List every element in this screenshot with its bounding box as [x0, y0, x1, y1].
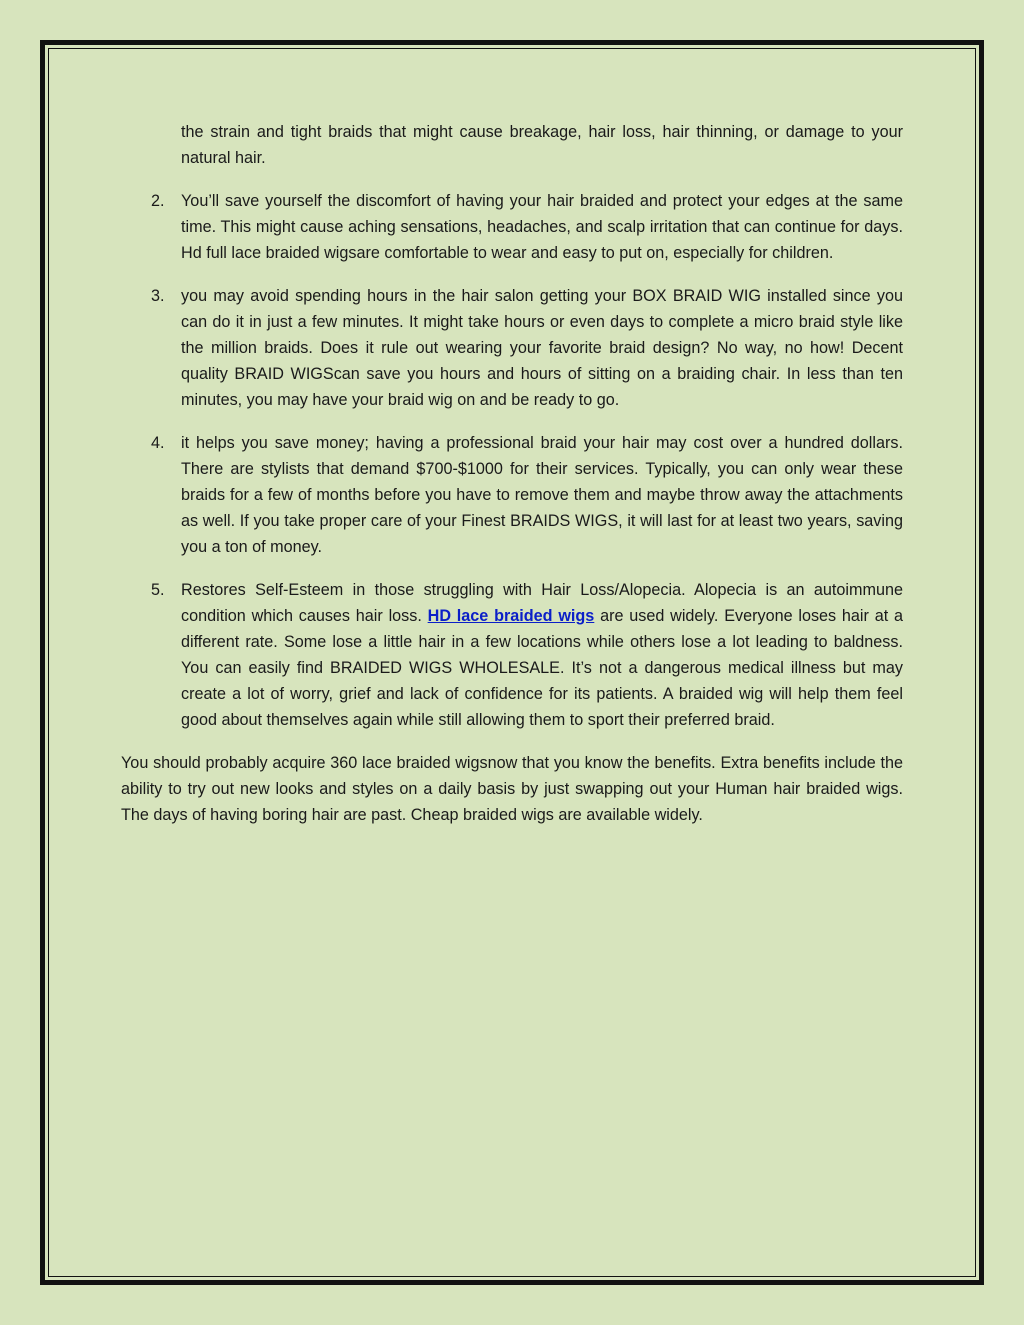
list-item-text: You’ll save yourself the discomfort of having your hair braided and protect your edges at the same time. This might cause aching sensations, headaches, and scalp irritation that can continue for days. Hd full lace braided wigsare comfortable to wear and easy to put on, especially for children. [181, 192, 903, 262]
list-item-continuation [121, 119, 903, 171]
list-item-text: it helps you save money; having a professional braid your hair may cost over a hundred dollars. There are stylists that demand $700-$1000 for their services. Typically, you can only wear these braids for a few of months before you have to remove them and maybe throw away the attachments as well. If you take proper care of your Finest BRAIDS WIGS, it will last for at least two years, saving you a ton of money. [181, 434, 903, 556]
list-item-number: 5. [151, 581, 165, 599]
list-item-5 [121, 577, 903, 733]
list-item-number: 2. [151, 192, 165, 210]
document-body [121, 119, 903, 828]
list-item-2 [121, 188, 903, 266]
list-item-4 [121, 430, 903, 560]
list-item-text-before-link: Restores Self-Esteem in those struggling with Hair Loss/Alopecia. Alopecia is an autoimmune condition which causes hair loss. [181, 581, 903, 625]
closing-paragraph: You should probably acquire 360 lace braided wigsnow that you know the benefits. Extra benefits include the ability to try out new looks and styles on a daily basis by just swapping out your Human hair braided wigs. The days of having boring hair are past. Cheap braided wigs are available widely. [121, 754, 903, 824]
list-item-3 [121, 283, 903, 413]
list-item-text: you may avoid spending hours in the hair salon getting your BOX BRAID WIG installed since you can do it in just a few minutes. It might take hours or even days to complete a micro braid style like the million braids. Does it rule out wearing your favorite braid design? No way, no how! Decent quality BRAID WIGScan save you hours and hours of sitting on a braiding chair. In less than ten minutes, you may have your braid wig on and be ready to go. [181, 287, 903, 409]
list-item-number: 4. [151, 434, 165, 452]
list-item-text: the strain and tight braids that might cause breakage, hair loss, hair thinning, or damage to your natural hair. [181, 123, 903, 167]
list-item-text-after-link: are used widely. Everyone loses hair at a different rate. Some lose a little hair in a few locations while others lose a lot leading to baldness. You can easily find BRAIDED WIGS WHOLESALE. It’s not a dangerous medical illness but may create a lot of worry, grief and lack of confidence for its patients. A braided wig will help them feel good about themselves again while still allowing them to sport their preferred braid. [181, 607, 903, 729]
list-item-number: 3. [151, 287, 165, 305]
hd-lace-braided-wigs-link[interactable]: HD lace braided wigs [427, 607, 595, 625]
